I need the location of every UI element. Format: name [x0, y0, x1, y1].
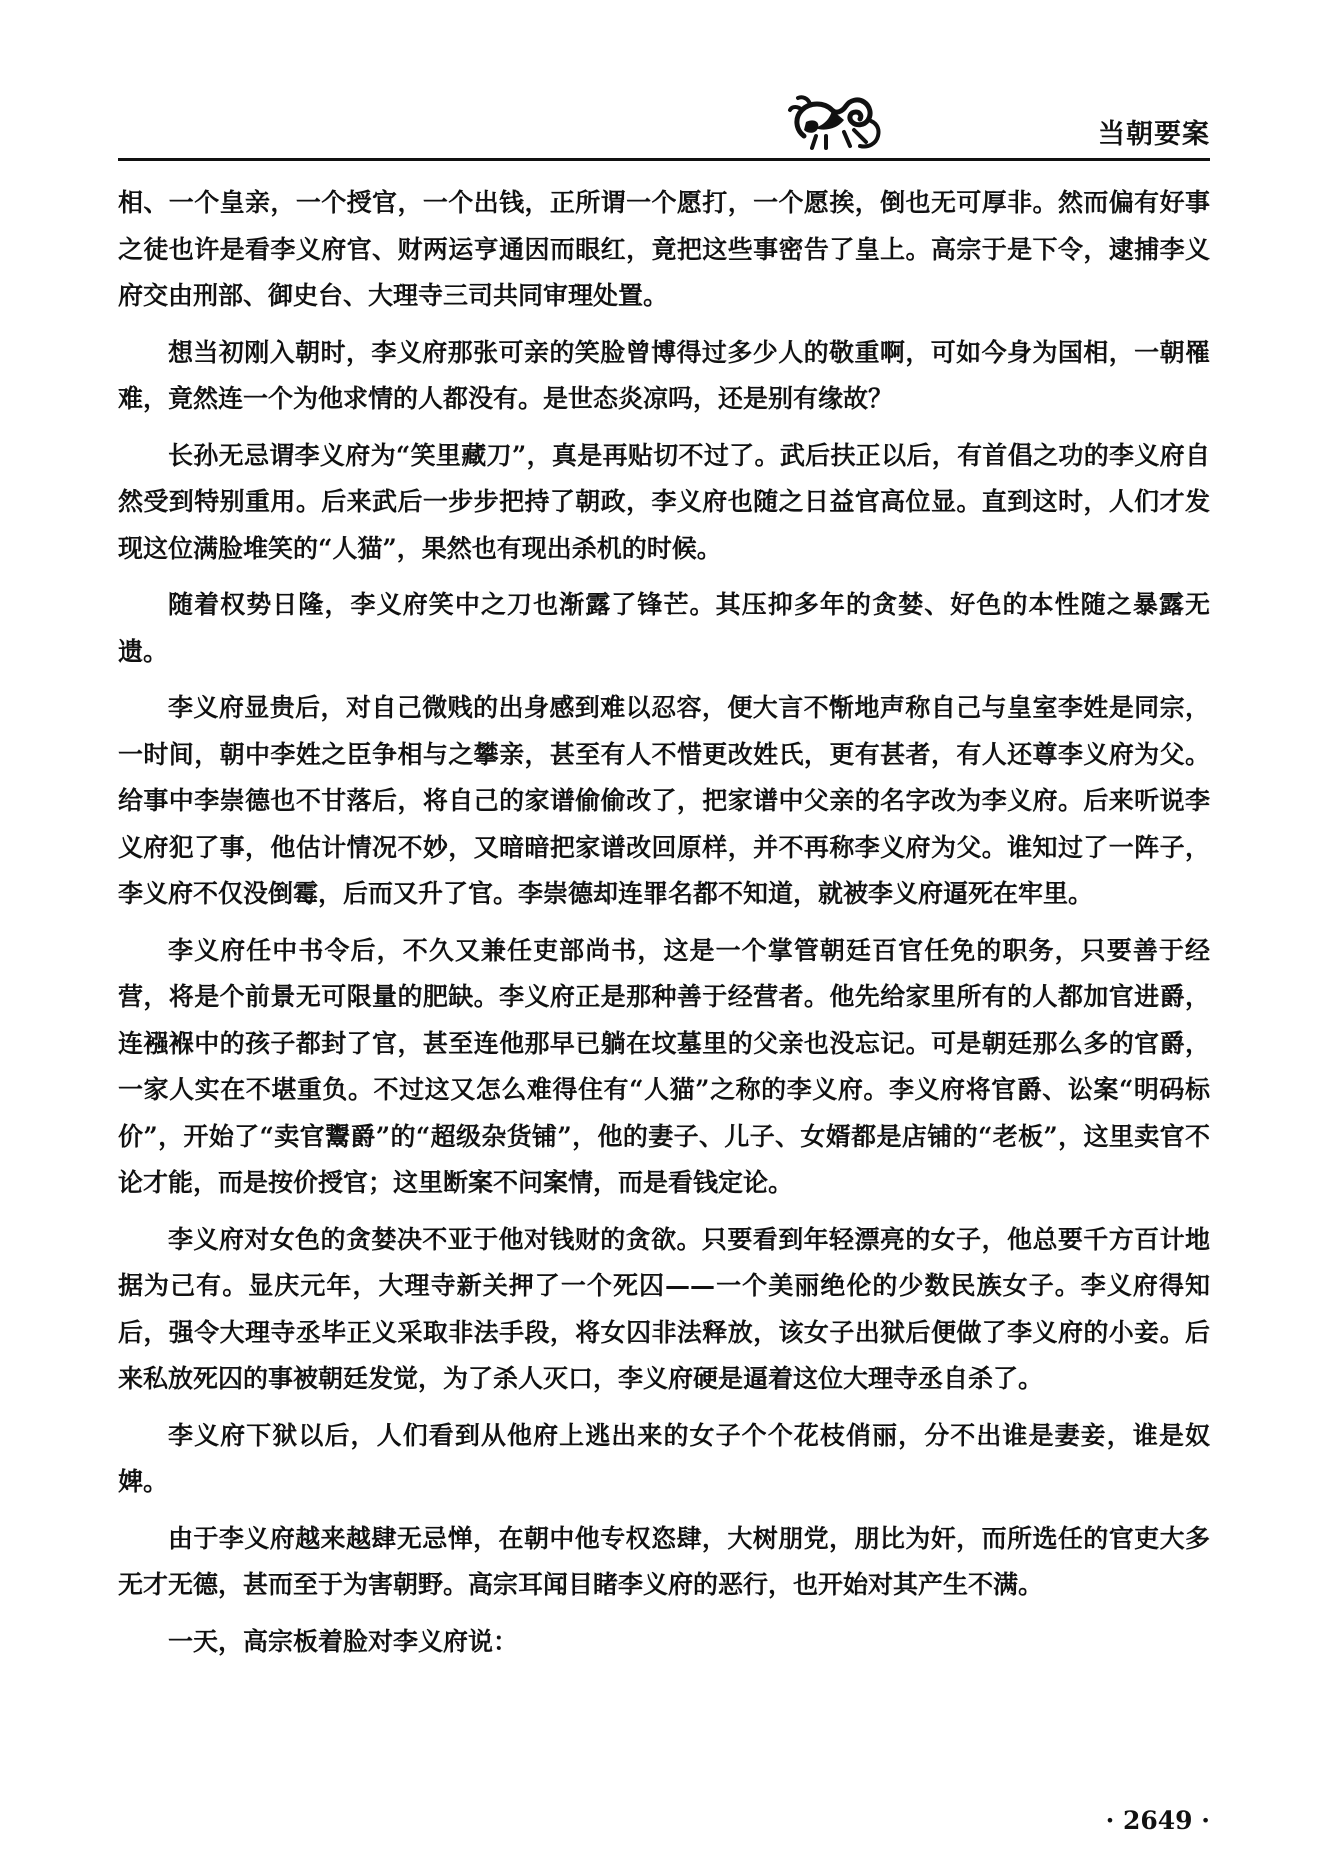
paragraph: 相、一个皇亲，一个授官，一个出钱，正所谓一个愿打，一个愿挨，倒也无可厚非。然而偏有好事之徒也许是看李义府官、财两运亨通因而眼红，竟把这些事密告了皇上。高宗于是下令，逮捕李义府交由刑部、御史台、大理寺三司共同审理处置。 [118, 188, 1210, 310]
dragon-emblem-icon [786, 92, 886, 154]
body-text [118, 180, 1210, 1675]
page-number: · 2649 · [1105, 1806, 1210, 1835]
page-header [118, 92, 1210, 162]
paragraph: 想当初刚入朝时，李义府那张可亲的笑脸曾博得过多少人的敬重啊，可如今身为国相，一朝罹难，竟然连一个为他求情的人都没有。是世态炎凉吗，还是别有缘故？ [118, 337, 1210, 413]
paragraph: 一天，高宗板着脸对李义府说： [168, 1626, 519, 1656]
paragraph: 随着权势日隆，李义府笑中之刀也渐露了锋芒。其压抑多年的贪婪、好色的本性随之暴露无遗。 [118, 590, 1210, 666]
paragraph: 李义府对女色的贪婪决不亚于他对钱财的贪欲。只要看到年轻漂亮的女子，他总要千方百计地据为己有。显庆元年，大理寺新关押了一个死囚——一个美丽绝伦的少数民族女子。李义府得知后，强令大理寺丞毕正义采取非法手段，将女囚非法释放，该女子出狱后便做了李义府的小妾。后来私放死囚的事被朝廷发觉，为了杀人灭口，李义府硬是逼着这位大理寺丞自杀了。 [118, 1224, 1210, 1393]
paragraph: 李义府显贵后，对自己微贱的出身感到难以忍容，便大言不惭地声称自己与皇室李姓是同宗，一时间，朝中李姓之臣争相与之攀亲，甚至有人不惜更改姓氏，更有甚者，有人还尊李义府为父。给事中李崇德也不甘落后，将自己的家谱偷偷改了，把家谱中父亲的名字改为李义府。后来听说李义府犯了事，他估计情况不妙，又暗暗把家谱改回原样，并不再称李义府为父。谁知过了一阵子，李义府不仅没倒霉，后而又升了官。李崇德却连罪名都不知道，就被李义府逼死在牢里。 [118, 693, 1210, 908]
header-rule [118, 158, 1210, 161]
paragraph: 由于李义府越来越肆无忌惮，在朝中他专权恣肆，大树朋党，朋比为奸，而所选任的官吏大多无才无德，甚而至于为害朝野。高宗耳闻目睹李义府的恶行，也开始对其产生不满。 [118, 1523, 1210, 1599]
paragraph: 李义府下狱以后，人们看到从他府上逃出来的女子个个花枝俏丽，分不出谁是妻妾，谁是奴婢。 [118, 1420, 1210, 1496]
running-title: 当朝要案 [1098, 119, 1210, 150]
paragraph: 长孙无忌谓李义府为“笑里藏刀”，真是再贴切不过了。武后扶正以后，有首倡之功的李义府自然受到特别重用。后来武后一步步把持了朝政，李义府也随之日益官高位显。直到这时，人们才发现这位满脸堆笑的“人猫”，果然也有现出杀机的时候。 [118, 440, 1210, 563]
paragraph: 李义府任中书令后，不久又兼任吏部尚书，这是一个掌管朝廷百官任免的职务，只要善于经营，将是个前景无可限量的肥缺。李义府正是那种善于经营者。他先给家里所有的人都加官进爵，连襁褓中的孩子都封了官，甚至连他那早已躺在坟墓里的父亲也没忘记。可是朝廷那么多的官爵，一家人实在不堪重负。不过这又怎么难得住有“人猫”之称的李义府。李义府将官爵、讼案“明码标价”，开始了“卖官鬻爵”的“超级杂货铺”，他的妻子、儿子、女婿都是店铺的“老板”，这里卖官不论才能，而是按价授官；这里断案不问案情，而是看钱定论。 [118, 935, 1210, 1197]
